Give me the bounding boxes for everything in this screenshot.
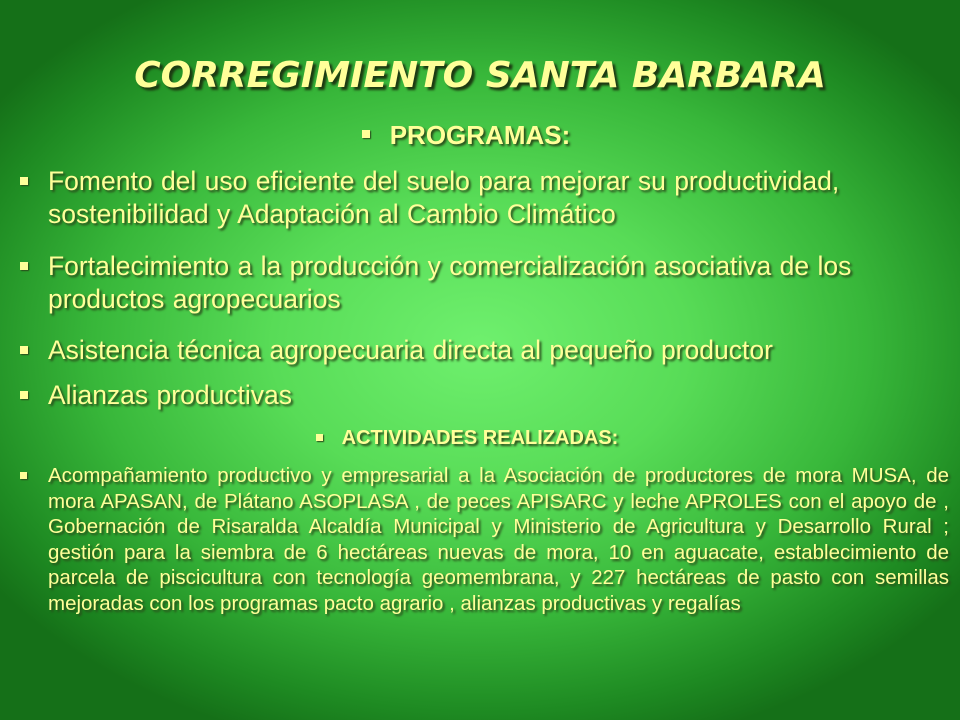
square-bullet-icon: [20, 472, 27, 479]
square-bullet-icon: [20, 391, 28, 399]
programs-heading-text: PROGRAMAS:: [389, 120, 571, 150]
program-item: Fortalecimiento a la producción y comercialización asociativa de los productos agropecuarios: [48, 251, 852, 314]
square-bullet-icon: [20, 177, 28, 185]
square-bullet-icon: [20, 346, 28, 354]
activity-item: Acompañamiento productivo y empresarial a la Asociación de productores de mora MUSA, de mora APASAN, de Plátano ASOPLASA , de peces APISARC y leche APROLES con el apoyo de , Gobernación de Risaralda Alcaldía Municipal y Ministerio de Agricultura y Desarrollo Rural ; gestión para la siembra de 6 hectáreas nuevas de mora, 10 en aguacate, establecimiento de parcela de piscicultura con tecnología geomembrana, y 227 hectáreas de pasto con semillas mejoradas con los programas pacto agrario , alianzas productivas y regalías: [48, 464, 949, 615]
square-bullet-icon: [316, 434, 323, 441]
program-item: Asistencia técnica agropecuaria directa al pequeño productor: [48, 335, 773, 365]
program-item: Alianzas productivas: [48, 380, 293, 410]
activities-heading: [0, 424, 960, 452]
program-item: Fomento del uso eficiente del suelo para mejorar su productividad, sostenibilidad y Adaptación al Cambio Climático: [48, 166, 840, 229]
square-bullet-icon: [20, 262, 28, 270]
square-bullet-icon: [362, 130, 370, 138]
activities-heading-text: ACTIVIDADES REALIZADAS:: [341, 427, 619, 449]
programs-heading: [0, 117, 960, 153]
slide-title: CORREGIMIENTO SANTA BARBARA: [134, 55, 826, 96]
